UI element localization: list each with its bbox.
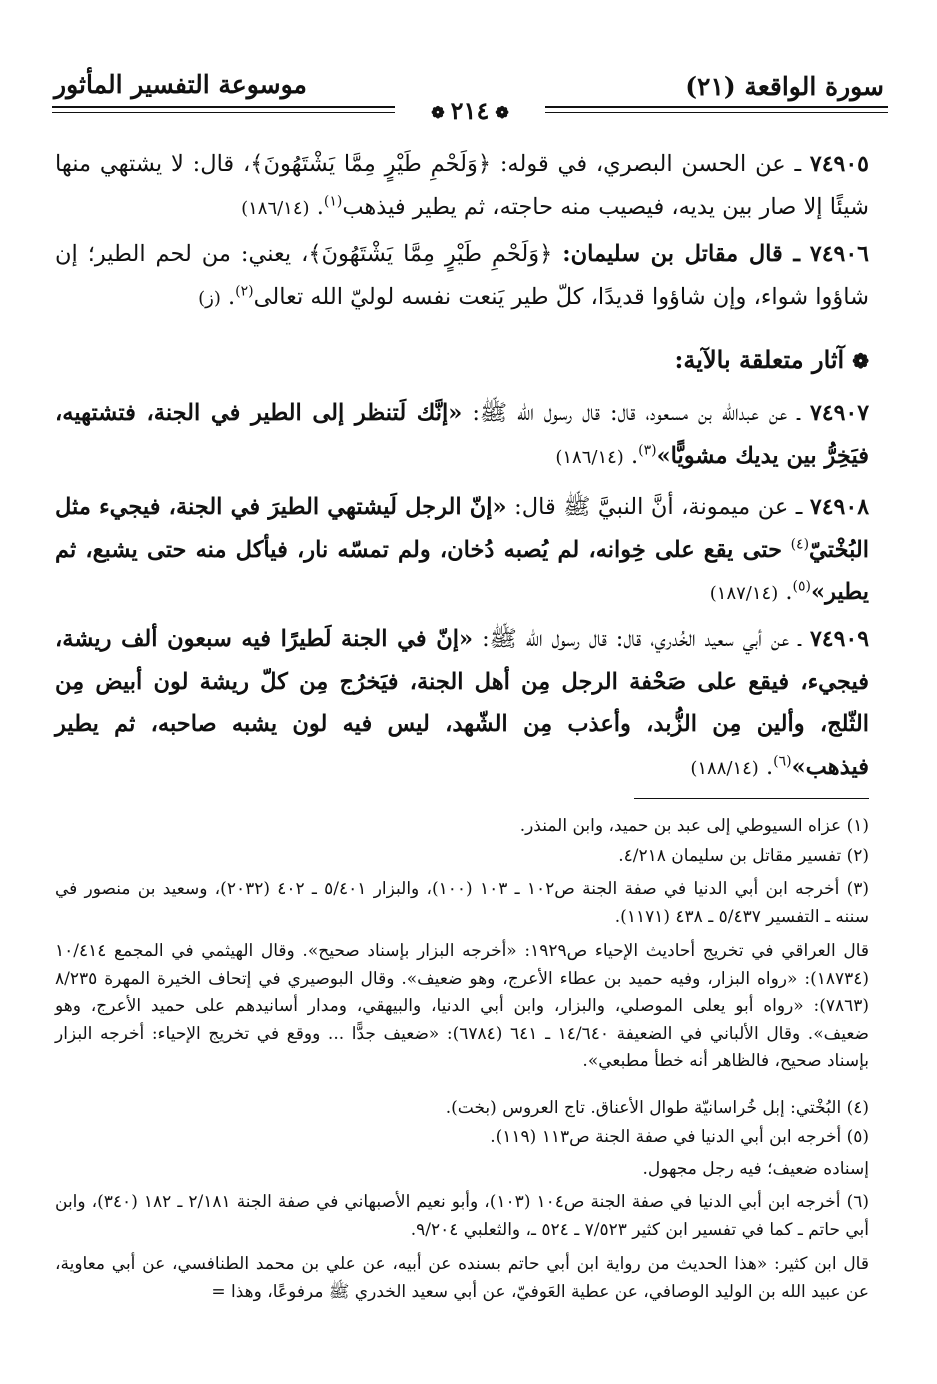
entry-74905: ٧٤٩٠٥ ـ عن الحسن البصري، في قوله: ﴿وَلَحْمِ طَيْرٍ مِمَّا يَشْتَهُونَ﴾، قال: لا يشتهي منها شيئًا إلا صار بين يديه، فيصيب منه حاجته، ثم يطير فيذهب$^{(١)}$. (١٨٦/١٤) — [55, 151, 869, 220]
entry-text: ﴿وَلَحْمِ طَيْرٍ مِمَّا يَشْتَهُونَ﴾، يعني: من لحم الطير؛ إن شاؤوا شواء، وإن شاؤوا قديدًا، كلّ طير يَنعت نفسه لوليّ الله تعالى — [55, 241, 869, 310]
footnote-6-commentary: قال ابن كثير: «هذا الحديث من رواية ابن أبي حاتم بسنده عن أبيه، عن علي بن محمد الطنافسي، عن أبي معاوية، عن عبيد الله بن الوليد الوصافي، عن عطية العَوفيّ، عن أبي سعيد الخدري ﷺ مرفوعًا، وهذا = — [55, 1254, 869, 1302]
page-number — [425, 96, 514, 125]
section-heading — [675, 345, 869, 374]
book-title: موسوعة التفسير المأثور — [54, 70, 307, 99]
page-header — [52, 62, 888, 125]
entry-number: ٧٤٩٠٦ — [809, 241, 869, 267]
surah-title: سورة الواقعة (٢١) — [685, 72, 884, 101]
ornament-right-icon: ❁ — [495, 103, 509, 122]
footnote-marker: (٥) — [792, 578, 811, 595]
entry-intro: ـ عن عبدالله بن مسعود، قال: قال رسول الله ﷺ: — [472, 400, 800, 426]
footnote-marker: (٣) — [638, 442, 657, 458]
hadith-text: «إنّ في الجنة لَطيرًا فيه سبعون ألف ريشة، فيجيء، فيقع على صَحْفة الرجل مِن أهل الجنة، فيَخرُج مِن كلّ ريشة لون أبيض مِن الثّلج، وألين مِن الزُّبد، وأعذب مِن الشّهد، ليس فيه لون يشبه صاحبه، ثم يطير فيذهب» — [55, 626, 869, 780]
entry-text: ـ عن الحسن البصري، في قوله: ﴿وَلَحْمِ طَيْرٍ مِمَّا يَشْتَهُونَ﴾، قال: لا يشتهي منها شيئًا إلا صار بين يديه، فيصيب منه حاجته، ثم يطير فيذهب — [55, 151, 869, 220]
volume-ref: (١٨٦/١٤) — [555, 446, 624, 468]
footnote-3-commentary: قال العراقي في تخريج أحاديث الإحياء ص١٩٢٩: «أخرجه البزار بإسناد صحيح». وقال الهيثمي في المجمع ١٠/٤١٤ (١٨٧٣٤): «رواه البزار، وفيه حميد بن عطاء الأعرج، وهو ضعيف». وقال البوصيري في إتحاف الخيرة المهرة ٨/٢٣٥ (٧٨٦٣): «رواه أبو يعلى الموصلي، والبزار، وابن أبي الدنيا، والبيهقي، ومدار أسانيدهم على حميد الأعرج، وهو ضعيف». وقال الألباني في الضعيفة ١٤/٦٤٠ ـ ٦٤١ (٦٧٨٤): «ضعيف جدًّا ... ووقع في تخريج الإحياء: أخرجه البزار بإسناد صحيح، فالظاهر أنه خطأ مطبعي». — [55, 941, 870, 1071]
footnote-separator — [634, 798, 869, 799]
footnote-5-commentary: إسناده ضعيف؛ فيه رجل مجهول. — [642, 1159, 869, 1179]
ornament-left-icon: ❁ — [431, 103, 445, 122]
footnote-4: (٤) البُخْتي: إبل خُراسانيّة طوال الأعناق. تاج العروس (بخت). — [445, 1098, 869, 1118]
volume-ref: (١٨٦/١٤) — [241, 197, 310, 219]
footnote-2: (٢) تفسير مقاتل بن سليمان ٤/٢١٨. — [618, 846, 869, 866]
footnote-marker: (٢) — [235, 283, 254, 299]
entry-narrator: ـ قال مقاتل بن سليمان: — [562, 241, 800, 267]
entry-number: ٧٤٩٠٥ — [809, 151, 869, 177]
section-title: آثار متعلقة بالآية: — [674, 345, 845, 374]
footnote-marker: (٤) — [790, 536, 810, 552]
entry-number: ٧٤٩٠٨ — [809, 494, 870, 520]
entry-74909: ٧٤٩٠٩ ـ عن أبي سعيد الخُدري، قال: قال رسول الله ﷺ: «إنّ في الجنة لَطيرًا فيه سبعون ألف ريشة، فيجيء، فيقع على صَحْفة الرجل مِن أهل الجنة، فيَخرُج مِن كلّ ريشة لون أبيض مِن الثّلج، وألين مِن الزُّبد، وأعذب مِن الشّهد، ليس فيه لون يشبه صاحبه، ثم يطير فيذهب»$^{(٦)}$. (١٨٨/١٤) — [55, 626, 870, 780]
volume-ref: (١٨٨/١٤) — [690, 757, 759, 779]
entry-intro: ـ عن ميمونة، أنَّ النبيَّ ﷺ قال: — [514, 494, 803, 520]
footnote-6: (٦) أخرجه ابن أبي الدنيا في صفة الجنة ص١٠٤ (١٠٣)، وأبو نعيم الأصبهاني في صفة الجنة ٢/١٨١ ـ ١٨٢ (٣٤٠)، وابن أبي حاتم ـ كما في تفسير ابن كثير ٧/٥٢٣ ـ ٥٢٤ ـ، والثعلبي ٩/٢٠٤. — [55, 1192, 869, 1240]
footnote-1: (١) عزاه السيوطي إلى عبد بن حميد، وابن المنذر. — [519, 816, 869, 836]
volume-ref: (١٨٧/١٤) — [709, 583, 779, 604]
entry-74908: ٧٤٩٠٨ ـ عن ميمونة، أنَّ النبيَّ ﷺ قال: «إنّ الرجل لَيشتهي الطيرَ في الجنة، فيجيء مثل البُخْتيّ$^{(٤)}$ حتى يقع على خِوانه، لم يُصبه دُخان، ولم تمسّه نار، فيأكل منه حتى يشبع، ثم يطير»$^{(٥)}$. (١٨٧/١٤) — [55, 494, 870, 605]
flower-icon: ❁ — [852, 349, 869, 373]
hadith-text: «إنّ الرجل لَيشتهي الطيرَ في الجنة، فيجيء مثل البُخْتيّ — [55, 494, 869, 563]
entry-74906: ٧٤٩٠٦ ـ قال مقاتل بن سليمان: ﴿وَلَحْمِ طَيْرٍ مِمَّا يَشْتَهُونَ﴾، يعني: من لحم الطير؛ إن شاؤوا شواء، وإن شاؤوا قديدًا، كلّ طير يَنعت نفسه لوليّ الله تعالى$^{(٢)}$. (ز) — [55, 241, 869, 310]
footnote-5: (٥) أخرجه ابن أبي الدنيا في صفة الجنة ص١١٣ (١١٩). — [490, 1127, 869, 1147]
volume-ref: (ز) — [198, 287, 221, 309]
entry-intro: ـ عن أبي سعيد الخُدري، قال: قال رسول الله ﷺ: — [482, 626, 801, 652]
entry-number: ٧٤٩٠٧ — [809, 400, 870, 426]
entry-number: ٧٤٩٠٩ — [809, 626, 870, 652]
entry-74907: ٧٤٩٠٧ ـ عن عبدالله بن مسعود، قال: قال رسول الله ﷺ: «إنَّك لَتنظر إلى الطير في الجنة، فتشتهيه، فيَخِرُّ بين يديك مشويًّا»$^{(٣)}$. (١٨٦/١٤) — [55, 400, 870, 469]
hadith-text: «إنَّك لَتنظر إلى الطير في الجنة، فتشتهيه، فيَخِرُّ بين يديك مشويًّا» — [55, 400, 869, 469]
footnote-3: (٣) أخرجه ابن أبي الدنيا في صفة الجنة ص١٠٢ ـ ١٠٣ (١٠٠)، والبزار ٥/٤٠١ ـ ٤٠٢ (٢٠٣٢)، وسعيد بن منصور في سننه ـ التفسير ٥/٤٣٧ ـ ٤٣٨ (١١٧١). — [55, 879, 870, 927]
page-number-value: ٢١٤ — [450, 96, 490, 125]
footnote-marker: (١) — [323, 193, 343, 209]
hadith-text-cont: حتى يقع على خِوانه، لم يُصبه دُخان، ولم تمسّه نار، فيأكل منه حتى يشبع، ثم يطير» — [55, 536, 869, 605]
footnote-marker: (٦) — [773, 753, 792, 769]
